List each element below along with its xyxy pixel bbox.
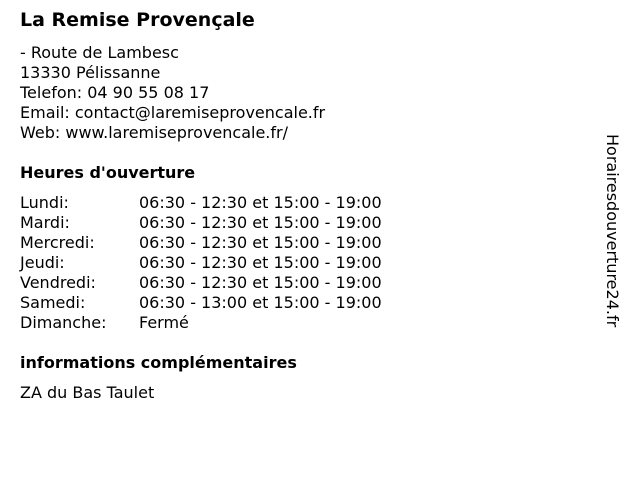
- site-watermark: Horairesdouverture24.fr: [603, 134, 622, 328]
- day-label: Mercredi:: [20, 233, 95, 252]
- day-label: Jeudi:: [20, 253, 65, 272]
- hours-value: 06:30 - 12:30 et 15:00 - 19:00: [139, 193, 382, 212]
- street-address: - Route de Lambesc: [20, 43, 179, 62]
- hours-row-friday: [20, 273, 382, 293]
- opening-hours-heading: Heures d'ouverture: [20, 163, 196, 182]
- contact-block: [20, 43, 325, 143]
- website-line: Web: www.laremiseprovencale.fr/: [20, 123, 288, 142]
- hours-row-thursday: [20, 253, 382, 273]
- hours-value: 06:30 - 12:30 et 15:00 - 19:00: [139, 213, 382, 232]
- phone-line: Telefon: 04 90 55 08 17: [20, 83, 210, 102]
- hours-value: Fermé: [139, 313, 189, 332]
- day-label: Mardi:: [20, 213, 70, 232]
- opening-hours-table: [20, 193, 382, 333]
- email-line: Email: contact@laremiseprovencale.fr: [20, 103, 326, 122]
- hours-value: 06:30 - 12:30 et 15:00 - 19:00: [139, 273, 382, 292]
- hours-value: 06:30 - 12:30 et 15:00 - 19:00: [139, 233, 382, 252]
- day-label: Dimanche:: [20, 313, 107, 332]
- day-label: Samedi:: [20, 293, 86, 312]
- hours-row-wednesday: [20, 233, 382, 253]
- hours-value: 06:30 - 12:30 et 15:00 - 19:00: [139, 253, 382, 272]
- hours-row-saturday: [20, 293, 382, 313]
- hours-row-sunday: [20, 313, 382, 333]
- day-label: Vendredi:: [20, 273, 96, 292]
- hours-value: 06:30 - 13:00 et 15:00 - 19:00: [139, 293, 382, 312]
- business-name: La Remise Provençale: [20, 9, 255, 31]
- hours-row-tuesday: [20, 213, 382, 233]
- city-line: 13330 Pélissanne: [20, 63, 161, 82]
- day-label: Lundi:: [20, 193, 69, 212]
- hours-row-monday: [20, 193, 382, 213]
- additional-info-text: ZA du Bas Taulet: [20, 383, 155, 402]
- additional-info-heading: informations complémentaires: [20, 353, 297, 372]
